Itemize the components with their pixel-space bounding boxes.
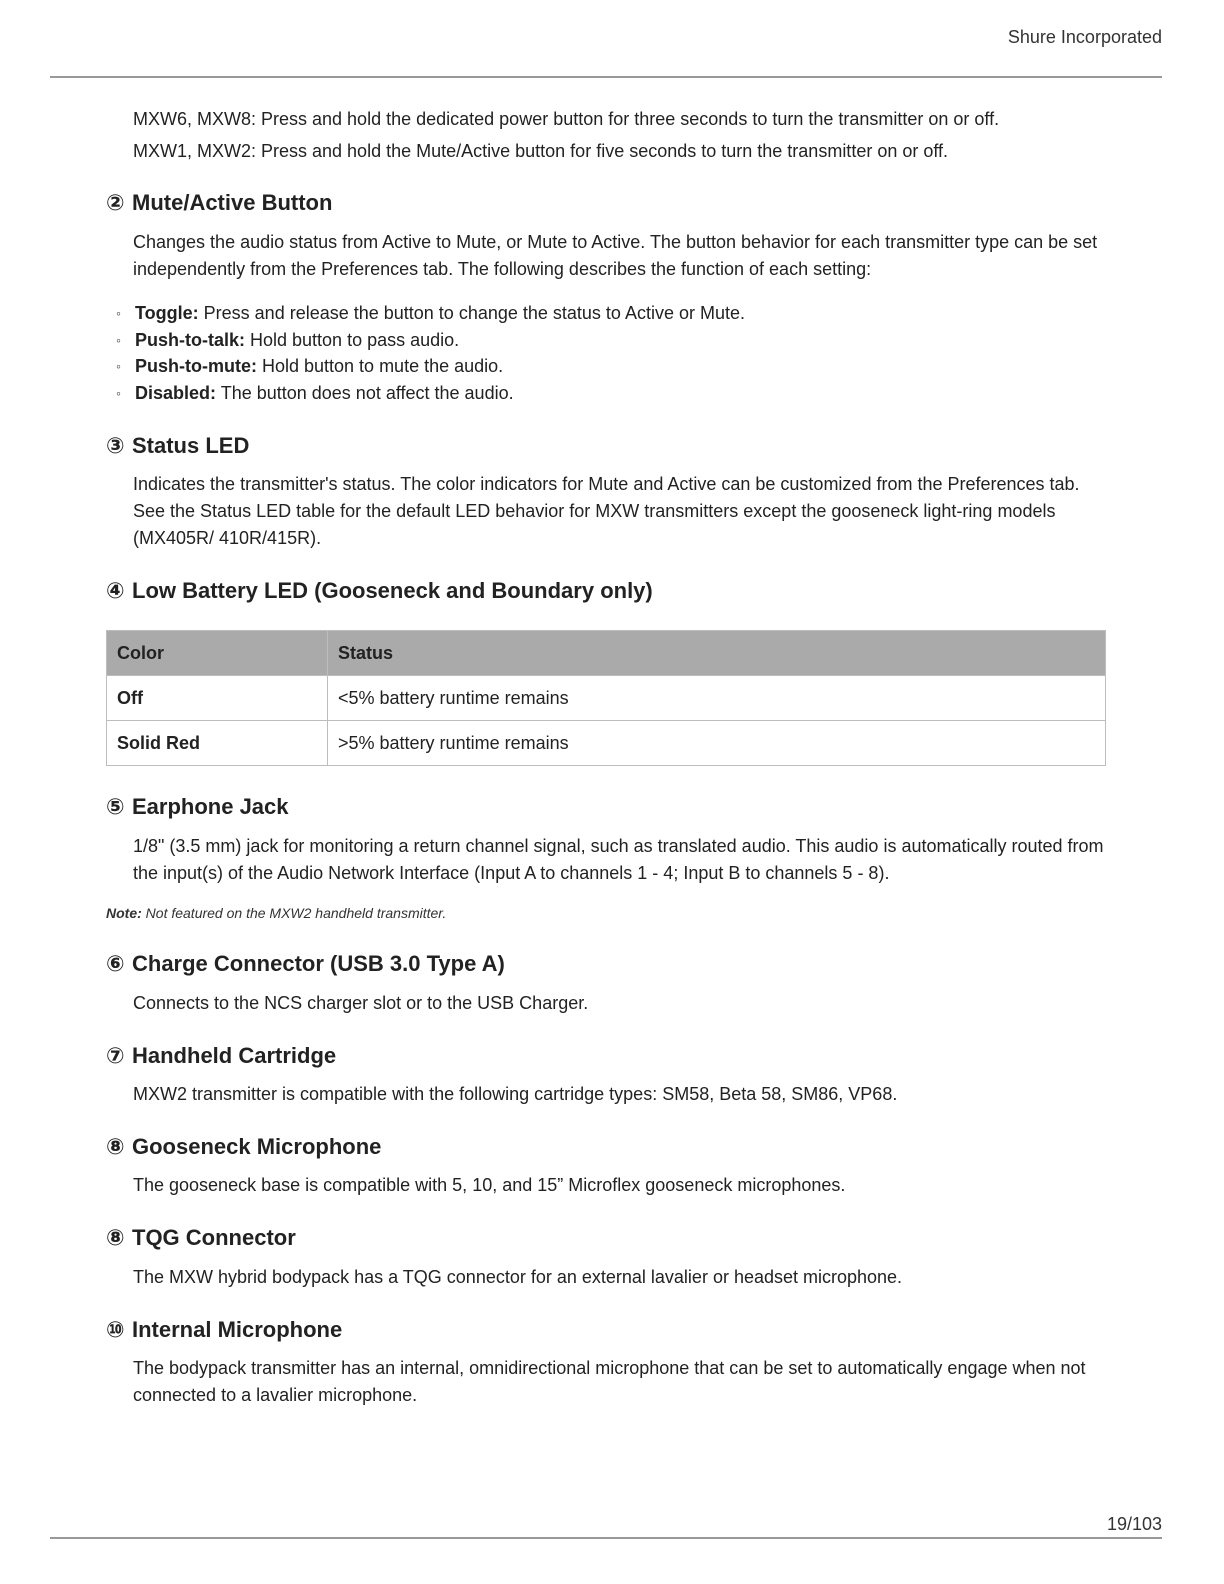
column-header-color: Color (107, 631, 328, 676)
list-item-term: Disabled: (135, 383, 217, 404)
mute-description: Changes the audio status from Active to Mute, or Mute to Active. The button behavior for each transmitter type can be set independently from the Preferences tab. The following describes the function of each setting: (133, 232, 1098, 279)
table-cell-status: <5% battery runtime remains (328, 676, 1106, 721)
intro-line-1: MXW6, MXW8: Press and hold the dedicated power button for three seconds to turn the transmitter on or off. (133, 109, 1000, 129)
table-cell-color: Off (107, 676, 328, 721)
intro-line-2: MXW1, MXW2: Press and hold the Mute/Active button for five seconds to turn the transmitter on or off. (133, 141, 949, 161)
heading-title: Charge Connector (USB 3.0 Type A) (132, 951, 505, 976)
table-header-row (107, 631, 1106, 676)
heading-low-battery-led (106, 576, 653, 606)
table-row (107, 676, 1106, 721)
cartridge-description: MXW2 transmitter is compatible with the following cartridge types: SM58, Beta 58, SM86, VP68. (133, 1084, 898, 1104)
heading-title: Low Battery LED (Gooseneck and Boundary only) (132, 578, 653, 603)
list-item: ◦ Push-to-talk: Hold button to pass audio. (116, 329, 460, 350)
heading-mute-active (106, 188, 332, 218)
heading-title: Earphone Jack (132, 794, 289, 819)
low-battery-table (106, 630, 1106, 766)
heading-title: Internal Microphone (132, 1317, 343, 1342)
table-cell-status: >5% battery runtime remains (328, 721, 1106, 766)
heading-earphone-jack (106, 792, 289, 822)
earphone-description: 1/8" (3.5 mm) jack for monitoring a return channel signal, such as translated audio. This audio is automatically routed from the input(s) of the Audio Network Interface (Input A to channels 1 - 4; Input B to channels 5 - 8). (133, 836, 1104, 883)
callout-number: ④ (106, 578, 125, 603)
page-number: 19/103 (1106, 1514, 1162, 1534)
list-item-text: Hold button to pass audio. (245, 329, 460, 350)
list-item-text: Press and release the button to change the status to Active or Mute. (198, 303, 745, 323)
table-cell-color: Solid Red (107, 721, 328, 766)
note-text: Not featured on the MXW2 handheld transmitter. (141, 905, 447, 921)
callout-number: ⑤ (106, 794, 125, 819)
heading-handheld-cartridge (106, 1041, 336, 1071)
callout-number: ⑩ (106, 1317, 125, 1342)
note-label: Note: (106, 905, 142, 921)
heading-tqg-connector (106, 1223, 296, 1253)
heading-title: TQG Connector (132, 1225, 296, 1250)
heading-charge-connector (106, 949, 505, 979)
header-divider (50, 76, 1162, 78)
callout-number: ⑧ (106, 1134, 125, 1159)
status-led-description: Indicates the transmitter's status. The color indicators for Mute and Active can be customized from the Preferences tab. See the Status LED table for the default LED behavior for MXW transmitters except the gooseneck light-ring models (MX405R/ 410R/415R). (133, 474, 1080, 548)
tqg-description: The MXW hybrid bodypack has a TQG connector for an external lavalier or headset microphone. (133, 1267, 903, 1287)
heading-title: Mute/Active Button (132, 190, 333, 215)
header-company: Shure Incorporated (1007, 27, 1162, 47)
callout-number: ② (106, 190, 125, 215)
internal-mic-description: The bodypack transmitter has an internal, omnidirectional microphone that can be set to automatically engage when not connected to a lavalier microphone. (133, 1358, 1086, 1405)
heading-gooseneck-microphone (106, 1132, 381, 1162)
list-item: ◦ Toggle: Press and release the button to change the status to Active or Mute. (116, 303, 745, 323)
callout-number: ⑥ (106, 951, 125, 976)
charge-description: Connects to the NCS charger slot or to the USB Charger. (133, 993, 589, 1013)
list-item-text: The button does not affect the audio. (216, 383, 514, 404)
list-item-term: Toggle: (135, 303, 199, 323)
footer-divider (50, 1537, 1162, 1539)
callout-number: ③ (106, 433, 125, 458)
heading-status-led (106, 431, 249, 461)
heading-title: Handheld Cartridge (132, 1043, 337, 1068)
list-item: ◦ Push-to-mute: Hold button to mute the audio. (116, 356, 504, 377)
list-item: ◦ Disabled: The button does not affect the audio. (116, 383, 514, 404)
list-item-term: Push-to-talk: (135, 329, 245, 350)
list-item-text: Hold button to mute the audio. (256, 356, 504, 377)
column-header-status: Status (328, 631, 1106, 676)
gooseneck-description: The gooseneck base is compatible with 5, 10, and 15” Microflex gooseneck microphones. (133, 1175, 846, 1195)
list-item-term: Push-to-mute: (135, 356, 257, 377)
heading-title: Gooseneck Microphone (132, 1134, 382, 1159)
table-row (107, 721, 1106, 766)
heading-title: Status LED (132, 433, 250, 458)
earphone-note (106, 905, 446, 921)
callout-number: ⑦ (106, 1043, 125, 1068)
mute-settings-list (106, 300, 745, 407)
callout-number: ⑧ (106, 1225, 125, 1250)
heading-internal-microphone (106, 1315, 342, 1345)
